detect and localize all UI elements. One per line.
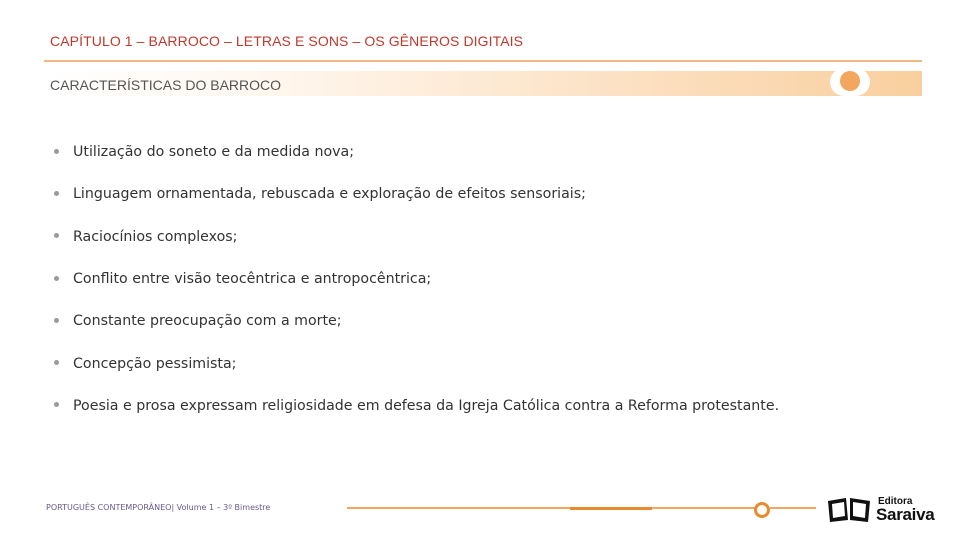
list-item-text: Raciocínios complexos; — [73, 228, 238, 245]
list-item-text: Conflito entre visão teocêntrica e antropocêntrica; — [73, 271, 432, 288]
circle-marker-icon — [754, 502, 770, 518]
bullet-icon — [54, 149, 59, 154]
footer-divider-accent — [570, 507, 652, 510]
list-item — [54, 173, 779, 215]
list-item-text: Linguagem ornamentada, rebuscada e exploração de efeitos sensoriais; — [73, 186, 586, 203]
list-item-text: Poesia e prosa expressam religiosidade em defesa da Igreja Católica contra a Reforma protestante. — [73, 397, 780, 414]
footer-text: PORTUGUÊS CONTEMPORÂNEO| Volume 1 – 3º Bimestre — [46, 503, 271, 512]
list-item-text: Utilização do soneto e da medida nova; — [73, 144, 355, 161]
section-title: CARACTERÍSTICAS DO BARROCO — [50, 77, 282, 93]
list-item — [54, 258, 779, 300]
list-item — [54, 131, 779, 173]
bullet-icon — [54, 360, 59, 365]
header-divider — [44, 60, 922, 62]
open-book-icon — [826, 497, 872, 523]
publisher-logo — [826, 495, 944, 525]
bullet-icon — [54, 318, 59, 323]
list-item-text: Concepção pessimista; — [73, 355, 237, 372]
footer-divider-tail — [770, 507, 816, 509]
section-marker — [830, 68, 870, 96]
list-item — [54, 342, 779, 384]
chapter-title: CAPÍTULO 1 – BARROCO – LETRAS E SONS – OS GÊNEROS DIGITAIS — [50, 33, 524, 49]
list-item — [54, 385, 779, 427]
list-item — [54, 216, 779, 258]
footer-divider — [347, 507, 755, 509]
bullet-icon — [54, 276, 59, 281]
circle-marker-icon — [840, 71, 860, 91]
brand-name-large: Saraiva — [876, 505, 935, 524]
section-header-bar — [44, 71, 922, 96]
characteristics-list — [54, 131, 779, 427]
bullet-icon — [54, 191, 59, 196]
list-item — [54, 300, 779, 342]
bullet-icon — [54, 402, 59, 407]
list-item-text: Constante preocupação com a morte; — [73, 313, 342, 330]
bullet-icon — [54, 233, 59, 238]
brand-name-small: Editora — [878, 496, 913, 507]
